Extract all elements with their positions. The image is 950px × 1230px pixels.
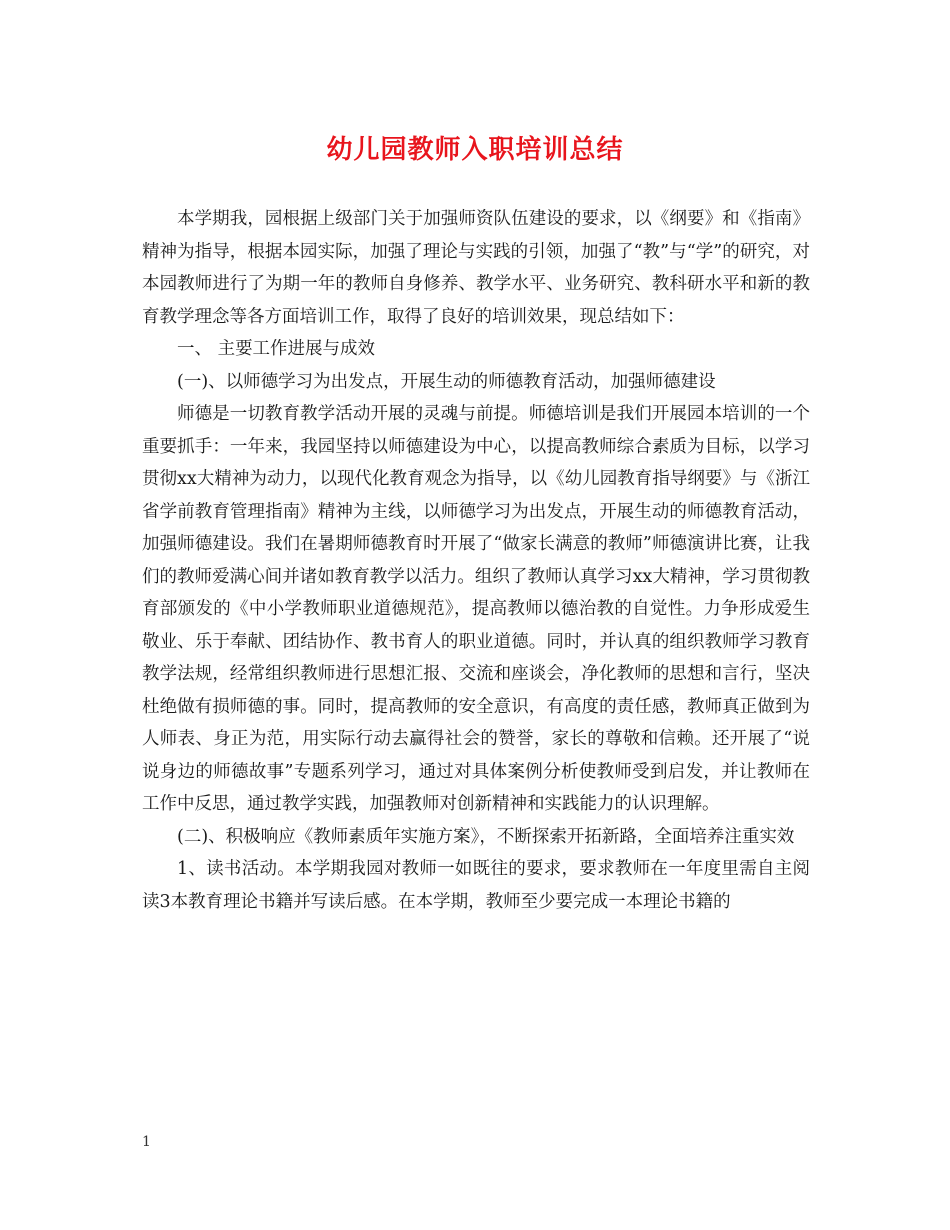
body-paragraph: 师德是一切教育教学活动开展的灵魂与前提。师德培训是我们开展园本培训的一个重要抓手：一年来，我园坚持以师德建设为中心，以提高教师综合素质为目标，以学习贯彻xx大精神为动力，以现代化教育观念为指导，以《幼儿园教育指导纲要》与《浙江省学前教育管理指南》精神为主线，以师德学习为出发点，开展生动的师德教育活动，加强师德建设。我们在暑期师德教育时开展了“做家长满意的教师”师德演讲比赛，让我们的教师爱满心间并诸如教育教学以活力。组织了教师认真学习xx大精神，学习贯彻教育部颁发的《中小学教师职业道德规范》，提高教师以德治教的自觉性。力争形成爱生敬业、乐于奉献、团结协作、教书育人的职业道德。同时，并认真的组织教师学习教育教学法规，经常组织教师进行思想汇报、交流和座谈会，净化教师的思想和言行，坚决杜绝做有损师德的事。同时，提高教师的安全意识，有高度的责任感，教师真正做到为人师表、身正为范，用实际行动去赢得社会的赞誉，家长的尊敬和信赖。还开展了“说说身边的师德故事”专题系列学习，通过对具体案例分析使教师受到启发，并让教师在工作中反思，通过教学实践，加强教师对创新精神和实践能力的认识理解。 <box>142 404 810 814</box>
document-body <box>142 203 810 918</box>
page-number: 1 <box>142 1134 151 1150</box>
subsection-heading: (一)、以师德学习为出发点，开展生动的师德教育活动，加强师德建设 <box>177 371 716 392</box>
body-paragraph: 1、读书活动。本学期我园对教师一如既往的要求，要求教师在一年度里需自主阅读3本教育理论书籍并写读后感。在本学期，教师至少要完成一本理论书籍的 <box>142 859 810 912</box>
subsection-heading: (二)、积极响应《教师素质年实施方案》，不断探索开拓新路，全面培养注重实效 <box>177 826 795 847</box>
document-title: 幼儿园教师入职培训总结 <box>326 135 624 165</box>
section-heading: 一、 主要工作进展与成效 <box>177 339 376 359</box>
intro-paragraph: 本学期我，园根据上级部门关于加强师资队伍建设的要求，以《纲要》和《指南》精神为指导，根据本园实际，加强了理论与实践的引领，加强了“教”与“学”的研究，对本园教师进行了为期一年的教师自身修养、教学水平、业务研究、教科研水平和新的教育教学理念等各方面培训工作，取得了良好的培训效果，现总结如下： <box>142 209 810 327</box>
